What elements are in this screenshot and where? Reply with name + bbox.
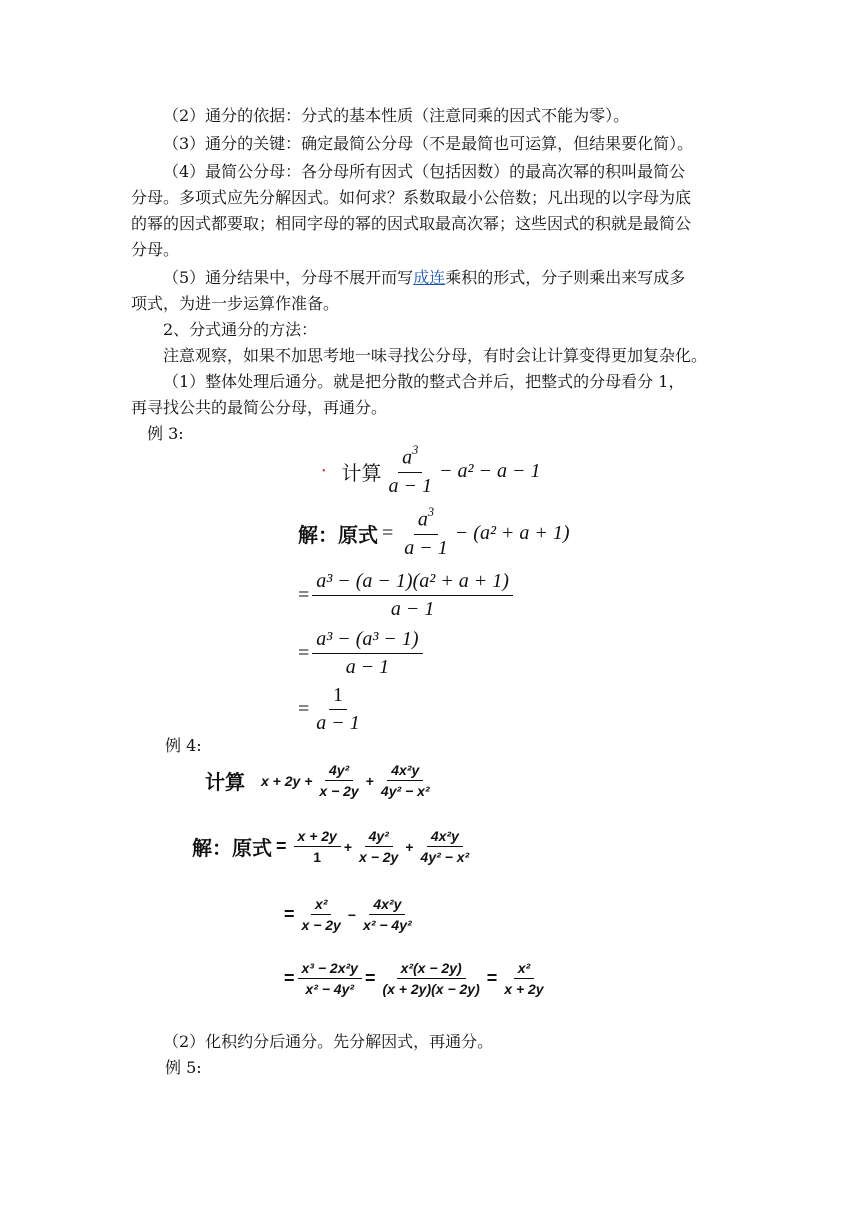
fraction — [312, 684, 364, 735]
compute-word: 计算 — [205, 770, 245, 794]
equals-sign: = — [382, 521, 394, 544]
numerator: 4x²y — [427, 828, 463, 847]
ex4-problem — [205, 762, 437, 799]
denominator: x² − 4y² — [305, 981, 355, 997]
fraction — [298, 960, 362, 997]
paragraph-lcd — [131, 159, 731, 184]
expression-lead: x + 2y + — [261, 772, 313, 789]
paragraph-text: 乘积的形式，分子则乘出来写成多 — [445, 268, 686, 287]
numerator: x + 2y — [294, 828, 341, 847]
paragraph-text: 注意观察，如果不加思考地一味寻找公分母，有时会让计算变得更加复杂化。 — [163, 346, 708, 365]
numerator: 4x²y — [369, 896, 405, 915]
ex4-solution-line1 — [192, 828, 476, 865]
denominator: x − 2y — [319, 783, 359, 799]
plus-sign: + — [405, 838, 414, 855]
plus-sign: + — [365, 772, 374, 789]
fraction — [417, 828, 474, 865]
solve-word: 解：原式 — [192, 836, 272, 860]
equals-sign: = — [298, 698, 310, 720]
fraction: $\frac{a^3}{a - 1}$ — [400, 507, 452, 560]
example-3-label: 例 3: — [147, 424, 184, 443]
denominator: 4y² − x² — [380, 783, 430, 799]
paragraph-key — [131, 131, 731, 156]
numerator: x³ − 2x²y — [298, 960, 362, 979]
fraction — [377, 762, 434, 799]
numerator: x² — [311, 896, 331, 915]
paragraph-text: （1）整体处理后通分。就是把分散的整式合并后，把整式的分母看分 1， — [163, 372, 685, 391]
denominator: 4y² − x² — [420, 849, 470, 865]
denominator: a − 1 — [316, 712, 360, 734]
numerator: x² — [514, 960, 534, 979]
denominator: x + 2y — [504, 981, 544, 997]
example-4-label: 例 4: — [165, 736, 202, 755]
example-5-label: 例 5: — [165, 1058, 202, 1077]
denominator: x − 2y — [359, 849, 399, 865]
equals-sign: = — [276, 836, 287, 856]
paragraph-basis — [131, 103, 731, 128]
paragraph-method2 — [131, 1029, 731, 1054]
expression-tail: − a² − a − 1 — [439, 459, 541, 482]
fraction — [294, 828, 341, 865]
numerator: a³ − (a³ − 1) — [312, 628, 422, 654]
numerator: a³ − (a − 1)(a² + a + 1) — [312, 570, 513, 596]
denominator: a − 1 — [390, 598, 435, 620]
denominator: a − 1 — [345, 656, 390, 678]
plus-sign: + — [343, 838, 353, 855]
fraction — [359, 896, 416, 933]
ex3-solution-line2 — [298, 570, 516, 621]
fraction — [298, 896, 345, 933]
fraction — [315, 762, 362, 799]
equals-sign: = — [284, 968, 295, 988]
denominator: a − 1 — [388, 474, 433, 497]
paragraph-text: 再寻找公共的最简公分母，再通分。 — [131, 398, 388, 417]
paragraph-method1-2 — [131, 395, 731, 420]
denominator: 1 — [313, 849, 322, 865]
paragraph-text: 分母。多项式应先分解因式。如何求？系数取最小公倍数；凡出现的以字母为底 — [131, 188, 692, 207]
equals-sign: = — [284, 904, 295, 924]
paragraph-lcd-2 — [131, 185, 731, 210]
fraction — [312, 570, 513, 621]
ex3-solution-line4 — [298, 684, 367, 735]
equals-sign: = — [364, 968, 376, 988]
inline-link[interactable]: 成连 — [413, 268, 446, 287]
paragraph-result-2 — [131, 291, 731, 316]
fraction — [378, 960, 483, 997]
ex4-solution-line3 — [284, 960, 551, 997]
paragraph-text: （2）通分的依据：分式的基本性质（注意同乘的因式不能为零）。 — [163, 106, 630, 125]
numerator: x²(x − 2y) — [397, 960, 466, 979]
fraction: $\frac{a^3}{a - 1}$ — [385, 445, 437, 498]
denominator: (x + 2y)(x − 2y) — [382, 981, 480, 997]
paragraph-note — [131, 343, 731, 368]
numerator: 4y² — [365, 828, 393, 847]
compute-word: 计算 — [341, 460, 382, 485]
ex3-solution-line3 — [298, 628, 426, 679]
paragraph-lcd-3 — [131, 211, 731, 236]
solve-word: 解：原式 — [298, 522, 378, 547]
paragraph-result — [131, 265, 731, 290]
paragraph-text: （4）最简公分母：各分母所有因式（包括因数）的最高次幂的积叫最简公 — [163, 162, 686, 181]
denominator: a − 1 — [404, 536, 448, 559]
minus-sign: − — [347, 906, 357, 923]
paragraph-text: 的幂的因式都要取；相同字母的幂的因式取最高次幂；这些因式的积就是最简公 — [131, 214, 692, 233]
paragraph-text: （5）通分结果中，分母不展开而写 — [163, 268, 414, 287]
ex4-solution-line2 — [284, 896, 419, 933]
paragraph-text: （2）化积约分后通分。先分解因式，再通分。 — [163, 1032, 494, 1051]
denominator: x² − 4y² — [363, 917, 412, 933]
paragraph-lcd-4 — [131, 237, 731, 262]
denominator: x − 2y — [301, 917, 341, 933]
equals-sign: = — [298, 584, 310, 606]
paragraph-text: （3）通分的关键：确定最简公分母（不是最简也可运算，但结果要化简）。 — [163, 134, 694, 153]
expression-paren: − (a² + a + 1) — [454, 521, 570, 544]
fraction — [355, 828, 402, 865]
section-title: 2、分式通分的方法： — [163, 320, 318, 339]
fraction — [312, 628, 422, 679]
numerator: 1 — [329, 684, 347, 710]
paragraph-method1 — [131, 369, 731, 394]
ex3-solution-line1 — [298, 507, 570, 560]
paragraph-text: 项式，为进一步运算作准备。 — [131, 294, 340, 313]
ex3-problem: • 计算 $\frac{a^3}{a - 1}$ − a² − a − 1 — [322, 443, 541, 497]
equals-sign: = — [486, 968, 498, 988]
numerator: 4x²y — [387, 762, 423, 781]
paragraph-text: 分母。 — [131, 240, 180, 259]
numerator: 4y² — [325, 762, 353, 781]
equals-sign: = — [298, 642, 310, 664]
section-heading — [131, 317, 731, 342]
fraction — [500, 960, 547, 997]
